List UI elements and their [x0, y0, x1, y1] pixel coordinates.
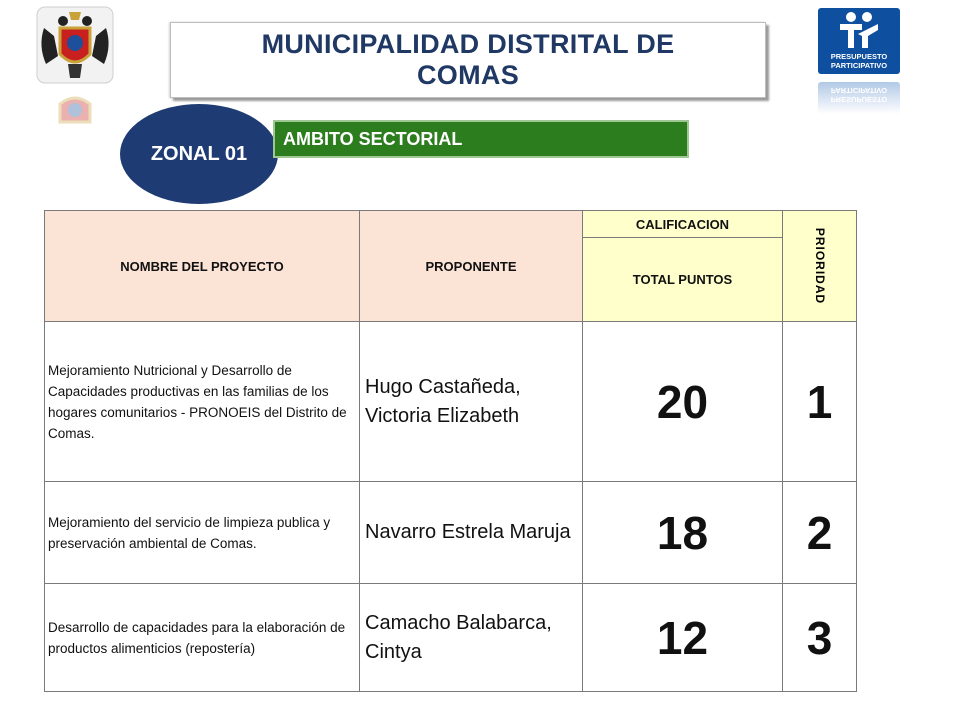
- project-name: Desarrollo de capacidades para la elaboración de productos alimenticios (repostería): [45, 584, 360, 692]
- logo-reflection: [818, 82, 900, 114]
- table-row: [45, 322, 857, 482]
- priority-value: 3: [783, 584, 857, 692]
- proponent-name: Navarro Estrela Maruja: [360, 482, 583, 584]
- proponent-name: Hugo Castañeda, Victoria Elizabeth: [360, 322, 583, 482]
- project-name: Mejoramiento Nutricional y Desarrollo de Capacidades productivas en las familias de los hogares comunitarios - PRONOEIS del Distrito de Comas.: [45, 322, 360, 482]
- projects-table: [44, 210, 857, 692]
- logo-caption: PRESUPUESTO PARTICIPATIVO: [830, 52, 888, 70]
- logo-reflection-caption: PRESUPUESTO PARTICIPATIVO: [830, 86, 888, 104]
- page-title: MUNICIPALIDAD DISTRITAL DE COMAS: [261, 29, 675, 90]
- header-priority-cell: [783, 211, 857, 322]
- priority-value: 1: [783, 322, 857, 482]
- zonal-label: ZONAL 01: [150, 142, 248, 165]
- total-points: 20: [583, 322, 783, 482]
- proponent-name: Camacho Balabarca, Cintya: [360, 584, 583, 692]
- project-name: Mejoramiento del servicio de limpieza publica y preservación ambiental de Comas.: [45, 482, 360, 584]
- header-proponent: PROPONENTE: [360, 211, 583, 322]
- header-priority: PRIORIDAD: [812, 227, 827, 305]
- zonal-badge: [120, 104, 278, 204]
- priority-value: 2: [783, 482, 857, 584]
- title-banner: [170, 22, 766, 98]
- table-row: [45, 584, 857, 692]
- coat-of-arms-logo: [36, 6, 114, 84]
- table-row: [45, 482, 857, 584]
- header-total: TOTAL PUNTOS: [583, 238, 783, 322]
- people-icon: [818, 8, 900, 52]
- presupuesto-participativo-logo: [818, 8, 900, 74]
- coat-of-arms-reflection: [36, 92, 114, 126]
- header-project: NOMBRE DEL PROYECTO: [45, 211, 360, 322]
- total-points: 18: [583, 482, 783, 584]
- header-qualification: CALIFICACION: [583, 211, 783, 238]
- total-points: 12: [583, 584, 783, 692]
- ambito-bar: AMBITO SECTORIAL: [273, 120, 689, 158]
